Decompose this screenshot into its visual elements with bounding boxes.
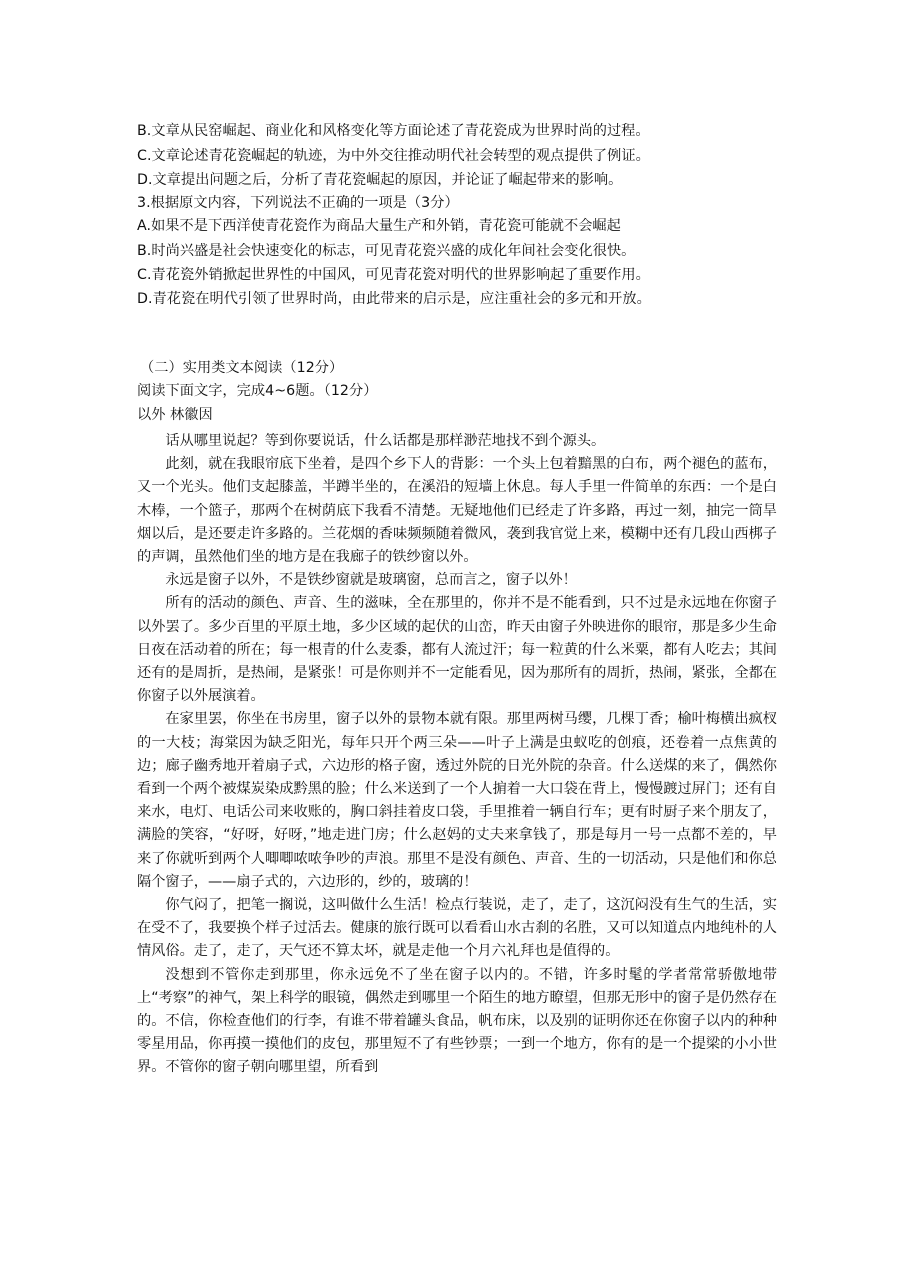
- q3-stem: 3.根据原文内容，下列说法不正确的一项是（3分）: [137, 195, 459, 211]
- q3-option-b: B.时尚兴盛是社会快速变化的标志，可见青花瓷兴盛的成化年间社会变化很快。: [137, 243, 636, 259]
- passage-paragraph: 你气闷了，把笔一搁说，这叫做什么生活！检点行装说，走了，走了，这沉闷没有生气的生活，实在受不了，我要换个样子过活去。健康的旅行既可以看看山水古刹的名胜，又可以知道点内地纯朴的人情风俗。走了，走了，天气还不算太坏，就是走他一个月六礼拜也是值得的。: [137, 897, 777, 960]
- q3-option-c: C.青花瓷外销掀起世界性的中国风，可见青花瓷对明代的世界影响起了重要作用。: [137, 267, 650, 283]
- q3-option-d: D.青花瓷在明代引领了世界时尚，由此带来的启示是，应注重社会的多元和开放。: [137, 291, 651, 307]
- passage-paragraph: 没想到不管你走到那里，你永远免不了坐在窗子以内的。不错，许多时髦的学者常常骄傲地带上“考察”的神气，架上科学的眼镜，偶然走到哪里一个陌生的地方瞭望，但那无形中的窗子是仍然存在的。不信，你检查他们的行李，有谁不带着罐头食品，帆布床，以及别的证明你还在你窗子以内的种种零星用品，你再摸一摸他们的皮包，那里短不了有些钞票；一到一个地方，你有的是一个提梁的小小世界。不管你的窗子朝向哪里望，所看到: [137, 966, 777, 1076]
- passage-paragraph: 所有的活动的颜色、声音、生的滋味，全在那里的，你并不是不能看到，只不过是永远地在你窗子以外罢了。多少百里的平原土地，多少区域的起伏的山峦，昨天由窗子外映进你的眼帘，那是多少生命日夜在活动着的所在；每一根青的什么麦黍，都有人流过汗；每一粒黄的什么米粟，都有人吃去；其间还有的是周折，是热闹，是紧张！可是你则并不一定能看见，因为那所有的周折，热闹，紧张，全都在你窗子以外展演着。: [137, 595, 777, 705]
- passage-paragraph: 话从哪里说起？等到你要说话，什么话都是那样渺茫地找不到个源头。: [165, 433, 606, 449]
- q2-option-b: B.文章从民窑崛起、商业化和风格变化等方面论述了青花瓷成为世界时尚的过程。: [137, 123, 650, 139]
- q2-option-d: D.文章提出问题之后，分析了青花瓷崛起的原因，并论证了崛起带来的影响。: [137, 172, 623, 188]
- passage-paragraph: 此刻，就在我眼帘底下坐着，是四个乡下人的背影：一个头上包着黯黑的白布，两个褪色的蓝布，又一个光头。他们支起膝盖，半蹲半坐的，在溪沿的短墙上休息。每人手里一件简单的东西：一个是白木棒，一个篮子，那两个在树荫底下我看不清楚。无疑地他们已经走了许多路，再过一刻，抽完一筒旱烟以后，是还要走许多路的。兰花烟的香味频频随着微风，袭到我官觉上来，模糊中还有几段山西梆子的声调，虽然他们坐的地方是在我廊子的铁纱窗以外。: [137, 456, 777, 566]
- section-instruction: 阅读下面文字，完成4~6题。（12分）: [137, 383, 378, 399]
- passage-title-author: 以外 林徽因: [137, 407, 213, 423]
- passage-body: [137, 430, 777, 1080]
- q2-option-c: C.文章论述青花瓷崛起的轨迹，为中外交往推动明代社会转型的观点提供了例证。: [137, 148, 650, 164]
- passage-paragraph: 永远是窗子以外，不是铁纱窗就是玻璃窗，总而言之，窗子以外！: [165, 572, 577, 589]
- q3-option-a: A.如果不是下西洋使青花瓷作为商品大量生产和外销，青花瓷可能就不会崛起: [137, 218, 621, 234]
- section-heading: （二）实用类文本阅读（12分）: [140, 360, 344, 376]
- passage-paragraph: 在家里罢，你坐在书房里，窗子以外的景物本就有限。那里两树马缨，几棵丁香；榆叶梅横出疯杈的一大枝；海棠因为缺乏阳光，每年只开个两三朵——叶子上满是虫蚁吃的创痕，还卷着一点焦黄的边；廊子幽秀地开着扇子式，六边形的格子窗，透过外院的日光外院的杂音。什么送煤的来了，偶然你看到一个两个被煤炭染成黔黑的脸；什么米送到了一个人掮着一大口袋在背上，慢慢踱过屏门；还有自来水，电灯、电话公司来收账的，胸口斜挂着皮口袋，手里推着一辆自行车；更有时厨子来个朋友了，满脸的笑容，“好呀，好呀，”地走进门房；什么赵妈的丈夫来拿钱了，那是每月一号一点都不差的，早来了你就听到两个人唧唧哝哝争吵的声浪。那里不是没有颜色、声音、生的一切活动，只是他们和你总隔个窗子，——扇子式的，六边形的，纱的，玻璃的！: [137, 711, 777, 890]
